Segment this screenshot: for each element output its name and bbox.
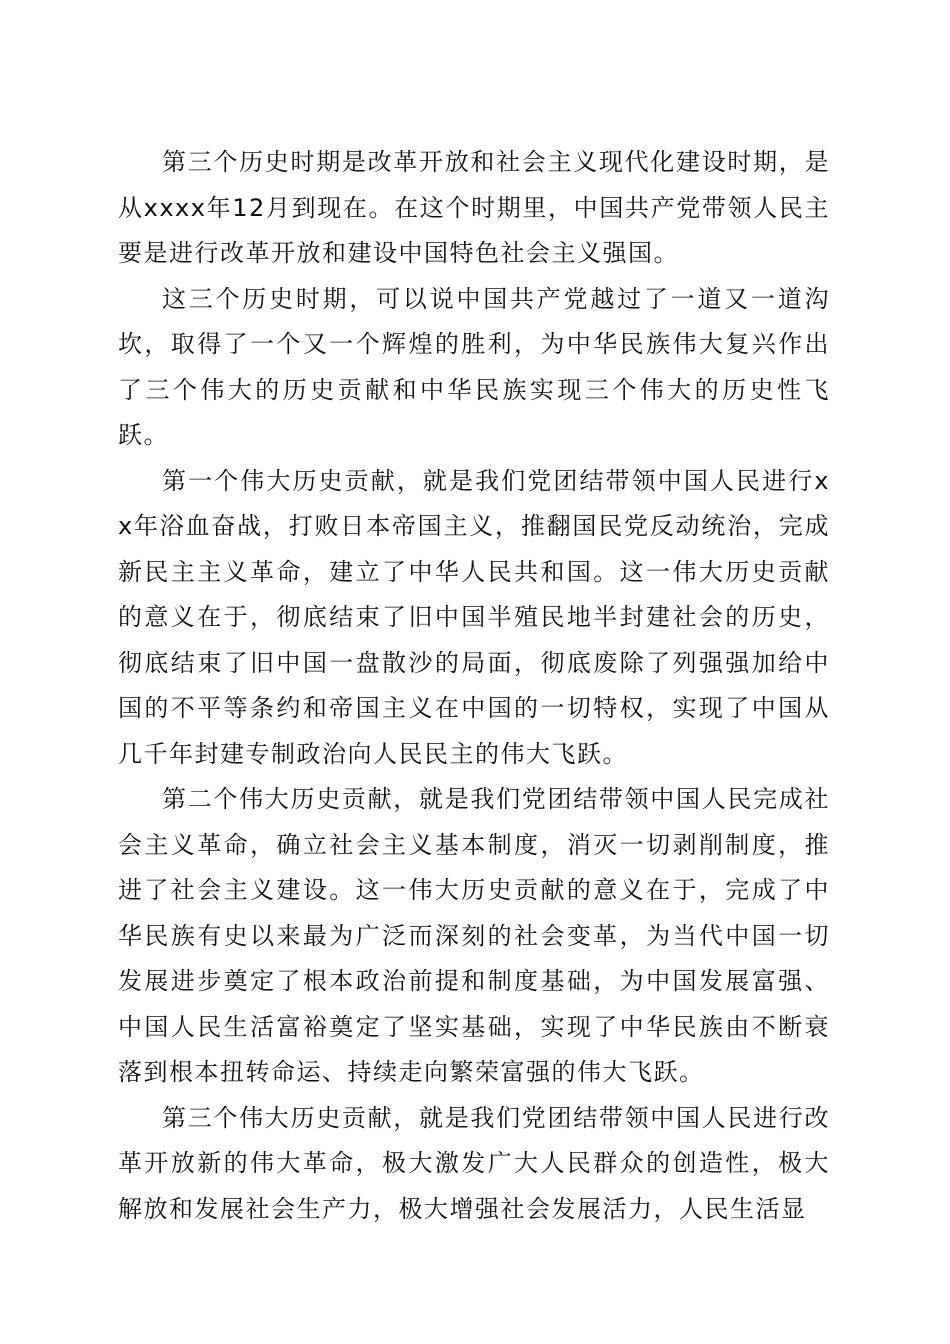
paragraph-three-periods-summary: 这三个历史时期，可以说中国共产党越过了一道又一道沟坎，取得了一个又一个辉煌的胜利，为中华民族伟大复兴作出了三个伟大的历史贡献和中华民族实现三个伟大的历史性飞跃。 xyxy=(118,284,830,449)
paragraph-second-contribution: 第二个伟大历史贡献，就是我们党团结带领中国人民完成社会主义革命，确立社会主义基本制度，消灭一切剥削制度，推进了社会主义建设。这一伟大历史贡献的意义在于，完成了中华民族有史以来最为广泛而深刻的社会变革，为当代中国一切发展进步奠定了根本政治前提和制度基础，为中国发展富强、中国人民生活富裕奠定了坚实基础，实现了中华民族由不断衰落到根本扭转命运、持续走向繁荣富强的伟大飞跃。 xyxy=(118,785,830,1086)
paragraph-third-contribution: 第三个伟大历史贡献，就是我们党团结带领中国人民进行改革开放新的伟大革命，极大激发广大人民群众的创造性，极大解放和发展社会生产力，极大增强社会发展活力，人民生活显 xyxy=(118,1103,830,1223)
paragraph-third-period: 第三个历史时期是改革开放和社会主义现代化建设时期，是从xxxx年12月到现在。在这个时期里，中国共产党带领人民主要是进行改革开放和建设中国特色社会主义强国。 xyxy=(118,148,830,267)
document-body xyxy=(118,140,830,1232)
paragraph-first-contribution: 第一个伟大历史贡献，就是我们党团结带领中国人民进行xx年浴血奋战，打败日本帝国主义，推翻国民党反动统治，完成新民主主义革命，建立了中华人民共和国。这一伟大历史贡献的意义在于，彻底结束了旧中国半殖民地半封建社会的历史，彻底结束了旧中国一盘散沙的局面，彻底废除了列强强加给中国的不平等条约和帝国主义在中国的一切特权，实现了中国从几千年封建专制政治向人民民主的伟大飞跃。 xyxy=(118,466,830,768)
